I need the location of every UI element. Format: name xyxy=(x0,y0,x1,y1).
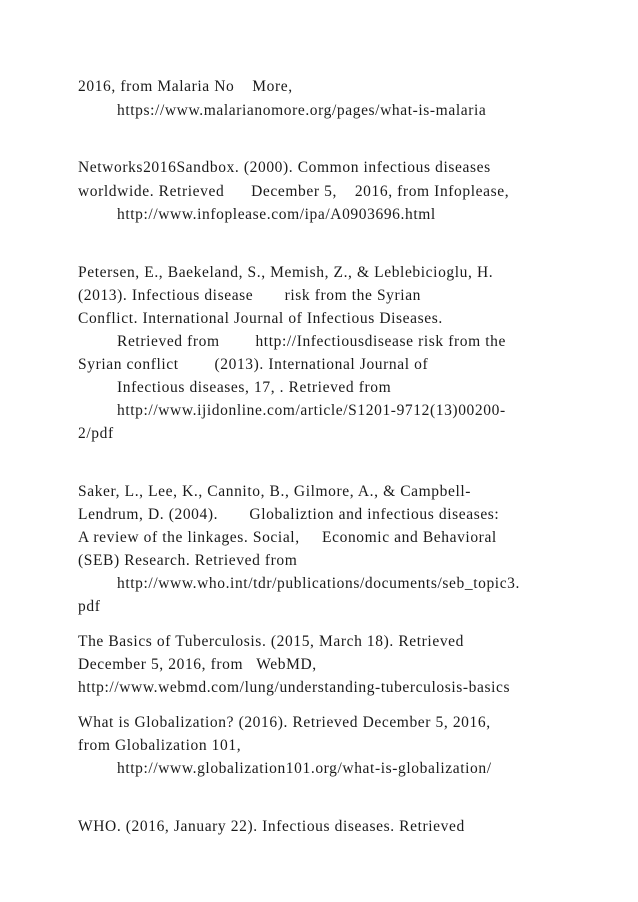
reference-line: The Basics of Tuberculosis. (2015, March 18). Retrieved xyxy=(78,633,464,650)
reference-line: (2013). Infectious disease risk from the Syrian xyxy=(78,287,422,304)
reference-line: Infectious diseases, 17, . Retrieved from xyxy=(117,379,392,396)
reference-line: Petersen, E., Baekeland, S., Memish, Z., & Leblebicioglu, H. xyxy=(78,264,494,281)
reference-line: Networks2016Sandbox. (2000). Common infectious diseases xyxy=(78,159,491,176)
reference-line: from Globalization 101, xyxy=(78,737,242,754)
reference-line: (SEB) Research. Retrieved from xyxy=(78,552,298,569)
reference-line: December 5, 2016, from WebMD, xyxy=(78,656,317,673)
reference-url: http://www.who.int/tdr/publications/documents/seb_topic3. xyxy=(117,575,521,592)
reference-line: 2016, from Malaria No More, xyxy=(78,78,293,95)
reference-url: http://www.globalization101.org/what-is-globalization/ xyxy=(117,760,492,777)
reference-url: http://www.infoplease.com/ipa/A0903696.html xyxy=(117,206,436,223)
reference-url: https://www.malarianomore.org/pages/what-is-malaria xyxy=(117,102,487,119)
reference-line: Syrian conflict (2013). International Journal of xyxy=(78,356,429,373)
reference-line: Saker, L., Lee, K., Cannito, B., Gilmore, A., & Campbell- xyxy=(78,483,472,500)
reference-line: Retrieved from http://Infectiousdisease risk from the xyxy=(117,333,506,350)
reference-line: pdf xyxy=(78,598,101,615)
reference-line: Conflict. International Journal of Infectious Diseases. xyxy=(78,310,443,327)
reference-url: http://www.ijidonline.com/article/S1201-9712(13)00200- xyxy=(117,402,506,419)
reference-line: WHO. (2016, January 22). Infectious diseases. Retrieved xyxy=(78,818,465,835)
reference-url: http://www.webmd.com/lung/understanding-tuberculosis-basics xyxy=(78,679,511,696)
reference-line: Lendrum, D. (2004). Globaliztion and infectious diseases: xyxy=(78,506,500,523)
reference-line: What is Globalization? (2016). Retrieved December 5, 2016, xyxy=(78,714,491,731)
reference-line: A review of the linkages. Social, Economic and Behavioral xyxy=(78,529,497,546)
reference-line: worldwide. Retrieved December 5, 2016, from Infoplease, xyxy=(78,183,510,200)
reference-line: 2/pdf xyxy=(78,425,114,442)
